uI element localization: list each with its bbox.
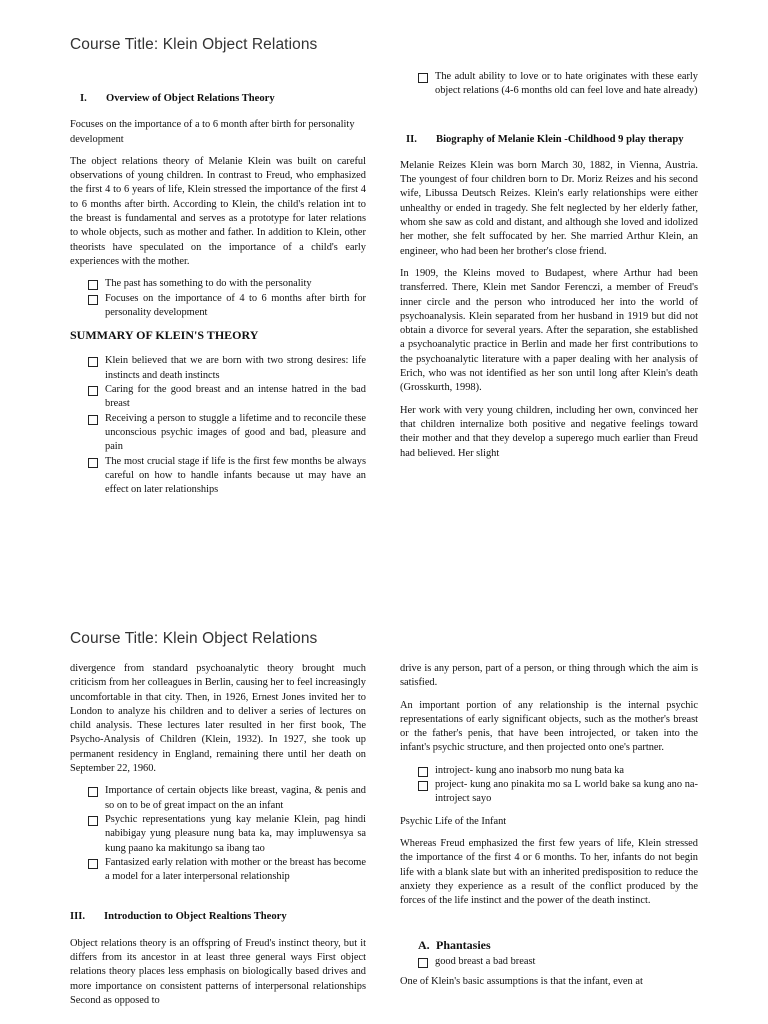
list-item: Focuses on the importance of 4 to 6 months after birth for personality development xyxy=(88,292,366,321)
paragraph-heading: Psychic Life of the Infant xyxy=(400,815,507,827)
summary-heading: SUMMARY OF KLEIN'S THEORY xyxy=(70,328,259,343)
checkbox-icon xyxy=(88,280,98,290)
section-heading xyxy=(400,133,698,147)
checkbox-icon xyxy=(88,458,98,468)
section-title: Biography of Melanie Klein -Childhood 9 play therapy xyxy=(436,133,684,145)
list-item: Klein believed that we are born with two strong desires: life instincts and death instincts xyxy=(88,354,366,383)
list-item: The adult ability to love or to hate originates with these early object relations (4-6 months old can feel love and hate already) xyxy=(418,70,698,99)
list-item: Importance of certain objects like breast, vagina, & penis and so on to be of great impact on the an infant xyxy=(88,784,366,813)
list-item: Fantasized early relation with mother or the breast has become a model for a later interpersonal relationship xyxy=(88,856,366,885)
page-title: Course Title: Klein Object Relations xyxy=(70,36,318,53)
section-heading xyxy=(70,910,366,924)
right-column xyxy=(400,662,698,997)
paragraph: An important portion of any relationship is the internal psychic representations of early significant objects, such as the mother's breast or the father's penis, that have been introjected, or taken into the infant's psychic structure, and then projected onto one's partner. xyxy=(400,699,698,754)
checkbox-list xyxy=(70,354,366,497)
paragraph: The object relations theory of Melanie Klein was built on careful observations of young children. In contrast to Freud, who emphasized the first 4 to 6 years of life, Klein stressed the importance of the first 4 to 6 months after birth. According to Klein, the child's relation int to the breast is fundamental and serves as a prototype for later relations to whole objects, such as mother and father. In addition to Klein, other theorists have speculated on the importance of a child's early experiences with the mother. xyxy=(70,155,366,267)
list-item: Receiving a person to stuggle a lifetime and to reconcile these unconscious psychic images of good and bad, pleasure and pain xyxy=(88,412,366,455)
checkbox-icon xyxy=(418,781,428,791)
list-item: The past has something to do with the personality xyxy=(88,277,366,291)
section-title: Overview of Object Relations Theory xyxy=(106,93,275,104)
right-column xyxy=(400,70,698,469)
left-column xyxy=(70,662,366,1016)
list-item: Psychic representations yung kay melanie Klein, pag hindi nabibigay yung pleasure nung bata ka, may impluwensya sa kung paano ka makitungo sa ibang tao xyxy=(88,813,366,856)
checkbox-icon xyxy=(88,295,98,305)
section-title: Introduction to Object Realtions Theory xyxy=(104,911,287,923)
paragraph: divergence from standard psychoanalytic theory brought much criticism from her colleagues in Berlin, causing her to feel increasingly uncomfortable in that city. Then, in 1926, Ernest Jones invited her to London to analyze his children and to deliver a series of lectures on child analysis. These lectures later resulted in her first book, The Psycho-Analysis of Children (Klein, 1932). In 1927, she took up permanent residency in England, remaining there until her death on September 22, 1960. xyxy=(70,663,366,775)
paragraph: In 1909, the Kleins moved to Budapest, where Arthur had been transferred. There, Klein met Sandor Ferenczi, a member of Freud's inner circle and the person who introduced her into the world of psychoanalysis. Klein separated from her husband in 1919 but did not obtain a divorce for several years. After the separation, she established a psychoanalytic practice in Berlin and made her first contributions to the psychoanalytic literature with a paper dealing with her analysis of Erich, who was not identified as her son until long after Klein's death (Grosskurth, 1998). xyxy=(400,267,698,394)
subsection-heading xyxy=(400,938,698,952)
page-title: Course Title: Klein Object Relations xyxy=(70,630,318,647)
section-number: II. xyxy=(406,133,417,145)
checkbox-icon xyxy=(418,767,428,777)
list-item: project- kung ano pinakita mo sa L world bake sa kung ano na-introject sayo xyxy=(418,778,698,807)
paragraph: Her work with very young children, including her own, convinced her that children internalize both positive and negative feelings toward their mother and that they develop a superego much earlier than Freud had believed. Her slight xyxy=(400,404,698,459)
checkbox-icon xyxy=(88,816,98,826)
section-number: I. xyxy=(80,93,87,104)
checkbox-list xyxy=(400,764,698,807)
subsection-letter: A. xyxy=(418,938,430,953)
paragraph: Whereas Freud emphasized the first few years of life, Klein stressed the importance of the first 4 or 6 months. To her, infants do not begin life with a blank slate but with an inherited predisposition to reduce the anxiety they experience as a result of the conflict produced by the forces of the life instinct and the power of the death instinct. xyxy=(400,837,698,907)
checkbox-list xyxy=(70,784,366,884)
checkbox-icon xyxy=(88,357,98,367)
subsection-title: Phantasies xyxy=(436,938,491,953)
checkbox-list xyxy=(400,955,698,969)
section-number: III. xyxy=(70,911,86,923)
list-item: introject- kung ano inabsorb mo nung bata ka xyxy=(418,764,698,778)
paragraph: drive is any person, part of a person, or thing through which the aim is satisfied. xyxy=(400,663,698,689)
list-item: The most crucial stage if life is the first few months be always careful on how to handle infants because ut may have an effect on later relationships xyxy=(88,455,366,498)
checkbox-icon xyxy=(88,859,98,869)
checkbox-icon xyxy=(418,73,428,83)
list-item: good breast a bad breast xyxy=(418,955,698,969)
paragraph: One of Klein's basic assumptions is that the infant, even at xyxy=(400,976,643,988)
paragraph: Melanie Reizes Klein was born March 30, 1882, in Vienna, Austria. The youngest of four children born to Dr. Moriz Reizes and his second wife, Libussa Deutsch Reizes. Klein's early relationships were either unhealthy or ended in tragedy. She felt neglected by her elderly father, whom she saw as cold and distant, and although she loved and idolized her mother, she felt suffocated by her. She married Arthur Klein, an engineer, who had been her brother's close friend. xyxy=(400,159,698,257)
checkbox-icon xyxy=(418,958,428,968)
checkbox-list xyxy=(70,277,366,320)
section-heading xyxy=(70,92,366,106)
list-item: Caring for the good breast and an intense hatred in the bad breast xyxy=(88,383,366,412)
checkbox-icon xyxy=(88,386,98,396)
paragraph: Object relations theory is an offspring of Freud's instinct theory, but it differs from its ancestor in at least three general ways First object relations theory places less emphasis on biologically based drives and more importance on consistent patterns of interpersonal relationships Second as opposed to xyxy=(70,937,366,1006)
checkbox-icon xyxy=(88,415,98,425)
page-2 xyxy=(0,512,768,1024)
paragraph: Focuses on the importance of a to 6 month after birth for personality development xyxy=(70,119,355,145)
checkbox-icon xyxy=(88,787,98,797)
left-column xyxy=(70,92,366,505)
checkbox-list xyxy=(400,70,698,99)
